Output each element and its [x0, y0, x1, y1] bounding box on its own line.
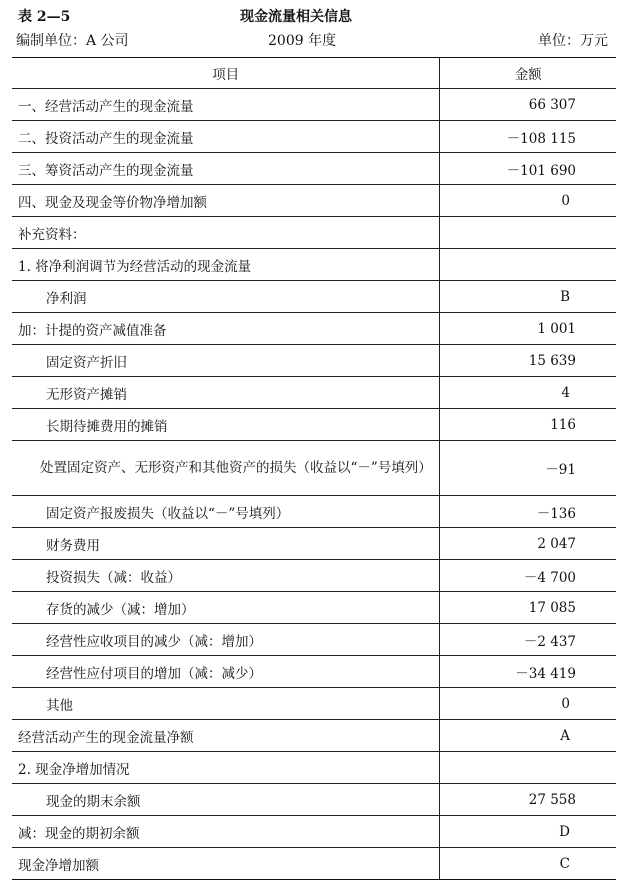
row-amount: －4 700 — [440, 560, 616, 592]
row-amount: 27 558 — [440, 784, 616, 816]
row-amount: －2 437 — [440, 624, 616, 656]
fiscal-year: 2009 年度 — [268, 33, 337, 49]
row-amount: 17 085 — [440, 592, 616, 624]
row-amount: 0 — [440, 688, 616, 720]
row-label: 2. 现金净增加情况 — [12, 752, 440, 784]
row-label: 固定资产折旧 — [12, 345, 440, 377]
table-row — [12, 217, 616, 249]
row-amount: －101 690 — [440, 153, 616, 185]
row-amount: D — [440, 816, 616, 848]
row-label: 三、筹资活动产生的现金流量 — [12, 153, 440, 185]
table-row — [12, 409, 616, 441]
table-row — [12, 121, 616, 153]
table-row — [12, 441, 616, 496]
table-row — [12, 688, 616, 720]
table-row — [12, 313, 616, 345]
table-row — [12, 752, 616, 784]
table-row — [12, 185, 616, 217]
table-title: 现金流量相关信息 — [240, 9, 352, 25]
row-label: 固定资产报废损失（收益以“－”号填列） — [12, 496, 440, 528]
row-label: 补充资料： — [12, 217, 440, 249]
table-row — [12, 377, 616, 409]
row-amount: 2 047 — [440, 528, 616, 560]
row-amount: 66 307 — [440, 89, 616, 121]
row-label: 存货的减少（减：增加） — [12, 592, 440, 624]
row-label: 财务费用 — [12, 528, 440, 560]
preparing-unit: 编制单位：A 公司 — [16, 33, 129, 49]
row-label: 净利润 — [12, 281, 440, 313]
row-amount: 15 639 — [440, 345, 616, 377]
row-amount: 0 — [440, 185, 616, 217]
table-row — [12, 281, 616, 313]
table-header-row — [12, 58, 616, 89]
row-label: 减：现金的期初余额 — [12, 816, 440, 848]
cash-flow-table — [12, 57, 616, 880]
row-label: 长期待摊费用的摊销 — [12, 409, 440, 441]
row-label: 加：计提的资产减值准备 — [12, 313, 440, 345]
row-label: 现金的期末余额 — [12, 784, 440, 816]
row-amount: －91 — [440, 441, 616, 496]
row-label: 1. 将净利润调节为经营活动的现金流量 — [12, 249, 440, 281]
table-row — [12, 720, 616, 752]
row-amount: －34 419 — [440, 656, 616, 688]
table-number: 表 2—5 — [18, 9, 71, 25]
table-row — [12, 848, 616, 880]
table-row — [12, 816, 616, 848]
row-label: 经营性应收项目的减少（减：增加） — [12, 624, 440, 656]
currency-unit: 单位：万元 — [538, 33, 608, 49]
row-label: 其他 — [12, 688, 440, 720]
table-row — [12, 656, 616, 688]
row-amount: 1 001 — [440, 313, 616, 345]
table-row — [12, 592, 616, 624]
meta-row — [14, 30, 614, 52]
row-amount: 4 — [440, 377, 616, 409]
row-amount: B — [440, 281, 616, 313]
table-row — [12, 496, 616, 528]
table-row — [12, 624, 616, 656]
row-label: 二、投资活动产生的现金流量 — [12, 121, 440, 153]
title-row — [14, 4, 614, 26]
table-row — [12, 89, 616, 121]
row-amount — [440, 217, 616, 249]
column-header-amount: 金额 — [440, 58, 616, 89]
table-row — [12, 345, 616, 377]
row-amount — [440, 752, 616, 784]
row-label-cell — [12, 441, 440, 496]
table-row — [12, 249, 616, 281]
row-amount: －136 — [440, 496, 616, 528]
row-amount — [440, 249, 616, 281]
row-label: 四、现金及现金等价物净增加额 — [12, 185, 440, 217]
table-row — [12, 153, 616, 185]
table-row — [12, 528, 616, 560]
row-label: 无形资产摊销 — [12, 377, 440, 409]
row-amount: 116 — [440, 409, 616, 441]
column-header-item: 项目 — [12, 58, 440, 89]
row-label: 投资损失（减：收益） — [12, 560, 440, 592]
row-amount: A — [440, 720, 616, 752]
table-row — [12, 560, 616, 592]
row-amount: －108 115 — [440, 121, 616, 153]
row-label: 现金净增加额 — [12, 848, 440, 880]
row-label: 一、经营活动产生的现金流量 — [12, 89, 440, 121]
row-label: 经营活动产生的现金流量净额 — [12, 720, 440, 752]
row-amount: C — [440, 848, 616, 880]
row-label: 处置固定资产、无形资产和其他资产的损失（收益以“－”号填列） — [40, 460, 432, 476]
table-row — [12, 784, 616, 816]
row-label: 经营性应付项目的增加（减：减少） — [12, 656, 440, 688]
